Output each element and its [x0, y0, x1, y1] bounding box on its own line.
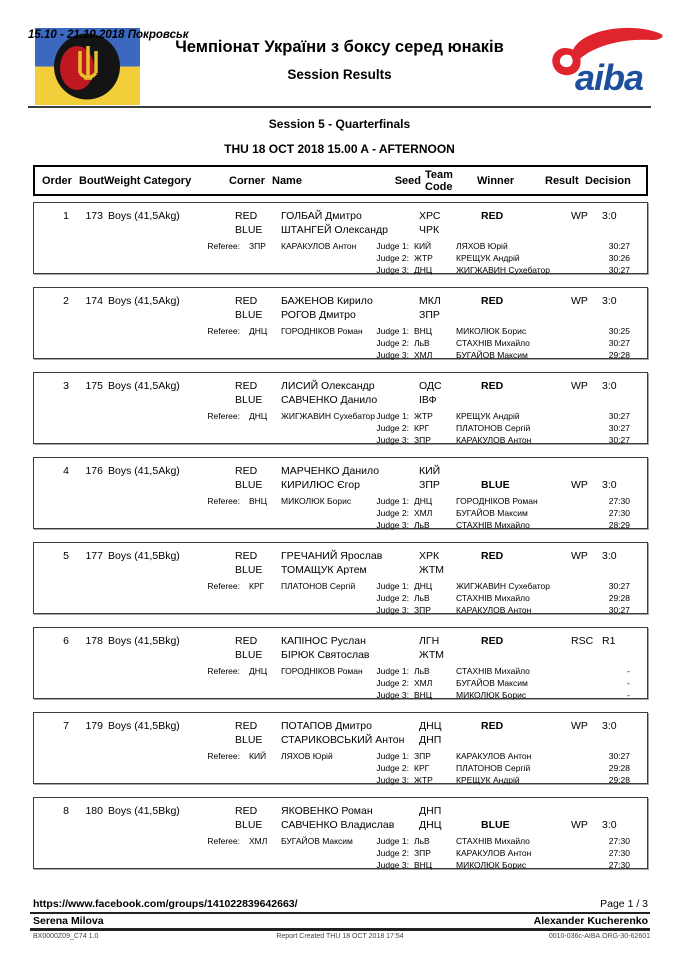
event-dates-stamp: 15.10 - 21.10.2018 Покровськ — [28, 29, 189, 41]
winner-corner: BLUE — [481, 819, 510, 831]
decision-score: 3:0 — [602, 210, 617, 222]
bout-number: 179 — [85, 720, 103, 732]
judge-label: Judge 1: — [376, 581, 409, 591]
signature-left: Serena Milova — [33, 915, 104, 927]
red-corner-label: RED — [235, 210, 258, 222]
judge-region-code: ЛьВ — [414, 593, 430, 603]
blue-corner-row — [41, 309, 645, 322]
aiba-wordmark: aiba — [575, 57, 644, 98]
officials-row-1 — [41, 836, 645, 847]
bout-order: 6 — [63, 635, 69, 647]
col-header-seed: Seed — [394, 175, 421, 187]
referee-name: БУГАЙОВ Максим — [281, 836, 353, 846]
bout-card — [33, 542, 648, 614]
blue-team-code: ЧРК — [419, 224, 440, 236]
bout-list — [33, 202, 648, 882]
judge-name: ЛЯХОВ Юрій — [456, 241, 508, 251]
referee-label: Referee: — [207, 836, 240, 846]
officials-row-2 — [41, 423, 645, 434]
referee-name: ГОРОДНІКОВ Роман — [281, 666, 363, 676]
bout-order: 1 — [63, 210, 69, 222]
referee-region-code: ХМЛ — [249, 836, 268, 846]
judge-score: 30:27 — [608, 241, 630, 251]
judge-region-code: ЛьВ — [414, 836, 430, 846]
blue-corner-row — [41, 564, 645, 577]
officials-row-2 — [41, 678, 645, 689]
col-header-decision: Decision — [585, 175, 631, 187]
judge-region-code: КРГ — [414, 423, 430, 433]
judge-name: КАРАКУЛОВ Антон — [456, 848, 532, 858]
blue-boxer-name: КИРИЛЮС Єгор — [281, 479, 360, 491]
winner-corner: RED — [481, 295, 504, 307]
judge-region-code: ВНЦ — [414, 860, 433, 870]
bout-number: 178 — [85, 635, 103, 647]
judge-region-code: ЗПР — [414, 751, 431, 761]
judge-score: 30:26 — [608, 253, 630, 263]
red-team-code: ДНЦ — [419, 720, 442, 732]
officials-row-1 — [41, 496, 645, 507]
judge-name: КАРАКУЛОВ Антон — [456, 435, 532, 445]
judge-label: Judge 3: — [376, 435, 409, 445]
officials-row-3 — [41, 350, 645, 361]
footer-divider-2 — [30, 928, 650, 931]
col-header-bout: Bout — [79, 175, 105, 187]
report-subtitle: Session Results — [287, 67, 392, 82]
blue-corner-row — [41, 224, 645, 237]
judge-region-code: ЗПР — [414, 435, 431, 445]
judge-name: КАРАКУЛОВ Антон — [456, 605, 532, 615]
signature-right: Alexander Kucherenko — [533, 915, 648, 927]
blue-corner-label: BLUE — [235, 479, 263, 491]
bout-card — [33, 372, 648, 444]
judge-label: Judge 2: — [376, 763, 409, 773]
judge-region-code: ВНЦ — [414, 690, 433, 700]
result-code: WP — [571, 295, 588, 307]
blue-corner-row — [41, 819, 645, 832]
decision-score: 3:0 — [602, 819, 617, 831]
officials-row-2 — [41, 508, 645, 519]
red-team-code: ДНП — [419, 805, 442, 817]
judge-label: Judge 3: — [376, 690, 409, 700]
doc-number: 0010-036c-AIBA.ORG-30-62601 — [548, 933, 650, 940]
weight-category: Boys (41,5Akg) — [108, 465, 180, 477]
referee-region-code: ВНЦ — [249, 496, 268, 506]
judge-score: - — [627, 678, 630, 688]
referee-region-code: ДНЦ — [249, 326, 268, 336]
col-header-winner: Winner — [477, 175, 515, 187]
blue-team-code: ЗПР — [419, 479, 440, 491]
red-boxer-name: ЯКОВЕНКО Роман — [281, 805, 373, 817]
results-table-header — [33, 165, 648, 196]
judge-score: 28:29 — [608, 520, 630, 530]
judge-score: 27:30 — [608, 848, 630, 858]
red-corner-label: RED — [235, 380, 258, 392]
bout-card — [33, 202, 648, 274]
bout-order: 7 — [63, 720, 69, 732]
judge-region-code: ЗПР — [414, 605, 431, 615]
weight-category: Boys (41,5Bkg) — [108, 550, 180, 562]
judge-region-code: ЛьВ — [414, 338, 430, 348]
red-boxer-name: ГОЛБАЙ Дмитро — [281, 210, 362, 222]
col-header-team-code: Team Code — [425, 169, 453, 193]
red-corner-row — [41, 635, 645, 648]
winner-corner: RED — [481, 550, 504, 562]
officials-row-2 — [41, 338, 645, 349]
red-corner-row — [41, 805, 645, 818]
winner-corner: RED — [481, 720, 504, 732]
officials-row-1 — [41, 666, 645, 677]
judge-score: 30:27 — [608, 423, 630, 433]
judge-region-code: ДНЦ — [414, 265, 433, 275]
weight-category: Boys (41,5Akg) — [108, 380, 180, 392]
referee-region-code: ДНЦ — [249, 666, 268, 676]
referee-region-code: ДНЦ — [249, 411, 268, 421]
bout-card — [33, 627, 648, 699]
judge-score: 30:27 — [608, 581, 630, 591]
red-team-code: ЛГН — [419, 635, 440, 647]
judge-label: Judge 3: — [376, 775, 409, 785]
blue-team-code: ІВФ — [419, 394, 437, 406]
judge-name: МИКОЛЮК Борис — [456, 860, 527, 870]
referee-region-code: ЗПР — [249, 241, 266, 251]
referee-label: Referee: — [207, 241, 240, 251]
judge-region-code: ДНЦ — [414, 581, 433, 591]
judge-region-code: ЖТР — [414, 411, 433, 421]
blue-boxer-name: СТАРИКОВСЬКИЙ Антон — [281, 734, 405, 746]
judge-name: СТАХНІВ Михайло — [456, 593, 530, 603]
judge-label: Judge 1: — [376, 496, 409, 506]
judge-region-code: ХМЛ — [414, 678, 433, 688]
judge-label: Judge 2: — [376, 593, 409, 603]
referee-label: Referee: — [207, 326, 240, 336]
weight-category: Boys (41,5Bkg) — [108, 635, 180, 647]
blue-corner-label: BLUE — [235, 224, 263, 236]
judge-region-code: ЖТР — [414, 253, 433, 263]
winner-corner: RED — [481, 210, 504, 222]
bout-order: 5 — [63, 550, 69, 562]
judge-score: 30:27 — [608, 605, 630, 615]
decision-score: 3:0 — [602, 720, 617, 732]
judge-name: МИКОЛЮК Борис — [456, 326, 527, 336]
referee-name: МИКОЛЮК Борис — [281, 496, 352, 506]
bout-order: 8 — [63, 805, 69, 817]
judge-score: 30:27 — [608, 411, 630, 421]
report-code: BX0000Z09_C74 1.0 — [33, 933, 99, 940]
page-indicator: Page 1 / 3 — [600, 898, 648, 910]
referee-label: Referee: — [207, 751, 240, 761]
red-team-code: ОДС — [419, 380, 442, 392]
judge-score: 29:28 — [608, 593, 630, 603]
red-corner-label: RED — [235, 465, 258, 477]
judge-name: КРЕЩУК Андрій — [456, 253, 520, 263]
red-corner-row — [41, 550, 645, 563]
bout-number: 175 — [85, 380, 103, 392]
judge-name: СТАХНІВ Михайло — [456, 338, 530, 348]
judge-label: Judge 1: — [376, 836, 409, 846]
facebook-group-link[interactable]: https://www.facebook.com/groups/141022839642663/ — [33, 898, 298, 910]
red-boxer-name: МАРЧЕНКО Данило — [281, 465, 380, 477]
officials-row-3 — [41, 860, 645, 871]
referee-name: ГОРОДНІКОВ Роман — [281, 326, 363, 336]
result-code: RSC — [571, 635, 594, 647]
judge-score: 30:27 — [608, 338, 630, 348]
red-corner-label: RED — [235, 805, 258, 817]
judge-score: 27:30 — [608, 508, 630, 518]
bout-card — [33, 457, 648, 529]
judge-score: 30:25 — [608, 326, 630, 336]
blue-team-code: ЖТМ — [419, 649, 444, 661]
decision-score: 3:0 — [602, 295, 617, 307]
judge-label: Judge 3: — [376, 350, 409, 360]
bout-order: 3 — [63, 380, 69, 392]
judge-name: ПЛАТОНОВ Сергій — [456, 423, 531, 433]
winner-corner: RED — [481, 635, 504, 647]
red-boxer-name: КАПІНОС Руслан — [281, 635, 366, 647]
blue-boxer-name: САВЧЕНКО Владислав — [281, 819, 395, 831]
blue-team-code: ЗПР — [419, 309, 440, 321]
col-header-weight-category: Weight Category — [104, 175, 192, 187]
judge-label: Judge 3: — [376, 520, 409, 530]
officials-row-1 — [41, 581, 645, 592]
referee-label: Referee: — [207, 496, 240, 506]
judge-score: 30:27 — [608, 435, 630, 445]
judge-score: 29:28 — [608, 763, 630, 773]
col-header-corner: Corner — [229, 175, 266, 187]
judge-name: СТАХНІВ Михайло — [456, 520, 530, 530]
referee-label: Referee: — [207, 666, 240, 676]
col-header-name: Name — [272, 175, 302, 187]
blue-corner-label: BLUE — [235, 819, 263, 831]
col-header-order: Order — [42, 175, 72, 187]
blue-boxer-name: ТОМАЩУК Артем — [281, 564, 367, 576]
blue-boxer-name: САВЧЕНКО Данило — [281, 394, 378, 406]
report-created: Report Created THU 18 OCT 2018 17:54 — [276, 933, 404, 940]
referee-name: ПЛАТОНОВ Сергій — [281, 581, 356, 591]
red-boxer-name: ЛИСИЙ Олександр — [281, 380, 375, 392]
decision-score: 3:0 — [602, 550, 617, 562]
red-boxer-name: ПОТАПОВ Дмитро — [281, 720, 372, 732]
officials-row-3 — [41, 775, 645, 786]
bout-number: 174 — [85, 295, 103, 307]
judge-region-code: ЗПР — [414, 848, 431, 858]
header-divider — [28, 106, 651, 108]
judge-name: ПЛАТОНОВ Сергій — [456, 763, 531, 773]
decision-score: 3:0 — [602, 380, 617, 392]
blue-corner-row — [41, 649, 645, 662]
judge-label: Judge 2: — [376, 848, 409, 858]
result-code: WP — [571, 380, 588, 392]
red-boxer-name: БАЖЕНОВ Кирило — [281, 295, 373, 307]
judge-name: МИКОЛЮК Борис — [456, 690, 527, 700]
decision-score: R1 — [602, 635, 616, 647]
judge-name: КРЕЩУК Андрій — [456, 775, 520, 785]
weight-category: Boys (41,5Bkg) — [108, 720, 180, 732]
blue-team-code: ДНП — [419, 734, 442, 746]
referee-name: ЖИГЖАВИН Сухебатор — [281, 411, 375, 421]
judge-name: БУГАЙОВ Максим — [456, 508, 528, 518]
judge-label: Judge 3: — [376, 605, 409, 615]
blue-corner-label: BLUE — [235, 734, 263, 746]
result-code: WP — [571, 720, 588, 732]
session-title: Session 5 - Quarterfinals — [268, 117, 411, 131]
blue-boxer-name: ШТАНГЕЙ Олександр — [281, 224, 389, 236]
decision-score: 3:0 — [602, 479, 617, 491]
judge-name: СТАХНІВ Михайло — [456, 836, 530, 846]
officials-row-1 — [41, 241, 645, 252]
red-corner-row — [41, 295, 645, 308]
judge-score: 29:28 — [608, 775, 630, 785]
bout-number: 176 — [85, 465, 103, 477]
judge-label: Judge 2: — [376, 508, 409, 518]
red-corner-label: RED — [235, 720, 258, 732]
officials-row-3 — [41, 435, 645, 446]
judge-label: Judge 1: — [376, 411, 409, 421]
result-code: WP — [571, 479, 588, 491]
weight-category: Boys (41,5Akg) — [108, 210, 180, 222]
bout-number: 177 — [85, 550, 103, 562]
judge-score: - — [627, 690, 630, 700]
judge-score: 29:28 — [608, 350, 630, 360]
bout-number: 173 — [85, 210, 103, 222]
blue-boxer-name: БІРЮК Святослав — [281, 649, 370, 661]
blue-corner-row — [41, 734, 645, 747]
blue-corner-label: BLUE — [235, 309, 263, 321]
judge-name: ЖИГЖАВИН Сухебатор — [456, 265, 550, 275]
judge-name: КАРАКУЛОВ Антон — [456, 751, 532, 761]
judge-name: ГОРОДНІКОВ Роман — [456, 496, 538, 506]
judge-score: 27:30 — [608, 836, 630, 846]
officials-row-1 — [41, 326, 645, 337]
blue-corner-label: BLUE — [235, 394, 263, 406]
judge-label: Judge 2: — [376, 423, 409, 433]
judge-region-code: ЛьВ — [414, 520, 430, 530]
officials-row-2 — [41, 848, 645, 859]
red-team-code: КИЙ — [419, 465, 441, 477]
result-code: WP — [571, 210, 588, 222]
judge-label: Judge 1: — [376, 751, 409, 761]
red-corner-label: RED — [235, 635, 258, 647]
judge-region-code: ХМЛ — [414, 350, 433, 360]
session-datetime: THU 18 OCT 2018 15.00 A - AFTERNOON — [224, 142, 455, 156]
red-boxer-name: ГРЕЧАНИЙ Ярослав — [281, 550, 383, 562]
blue-corner-label: BLUE — [235, 564, 263, 576]
bout-order: 2 — [63, 295, 69, 307]
referee-label: Referee: — [207, 581, 240, 591]
referee-name: КАРАКУЛОВ Антон — [281, 241, 357, 251]
result-code: WP — [571, 819, 588, 831]
judge-name: СТАХНІВ Михайло — [456, 666, 530, 676]
judge-score: - — [627, 666, 630, 676]
winner-corner: BLUE — [481, 479, 510, 491]
judge-region-code: ЖТР — [414, 775, 433, 785]
referee-label: Referee: — [207, 411, 240, 421]
officials-row-3 — [41, 265, 645, 276]
judge-label: Judge 1: — [376, 326, 409, 336]
judge-region-code: КИЙ — [414, 241, 432, 251]
judge-label: Judge 2: — [376, 678, 409, 688]
blue-team-code: ДНЦ — [419, 819, 442, 831]
weight-category: Boys (41,5Bkg) — [108, 805, 180, 817]
officials-row-2 — [41, 253, 645, 264]
winner-corner: RED — [481, 380, 504, 392]
blue-corner-row — [41, 479, 645, 492]
blue-corner-label: BLUE — [235, 649, 263, 661]
judge-label: Judge 2: — [376, 338, 409, 348]
red-corner-row — [41, 465, 645, 478]
bout-card — [33, 797, 648, 869]
red-corner-label: RED — [235, 295, 258, 307]
footer-divider-1 — [30, 912, 650, 914]
judge-region-code: ЛьВ — [414, 666, 430, 676]
officials-row-3 — [41, 605, 645, 616]
judge-label: Judge 1: — [376, 666, 409, 676]
col-header-result: Result — [545, 175, 579, 187]
bout-card — [33, 287, 648, 359]
officials-row-1 — [41, 411, 645, 422]
blue-boxer-name: РОГОВ Дмитро — [281, 309, 356, 321]
judge-region-code: ХМЛ — [414, 508, 433, 518]
judge-score: 27:30 — [608, 860, 630, 870]
referee-region-code: КИЙ — [249, 751, 267, 761]
red-corner-row — [41, 210, 645, 223]
officials-row-2 — [41, 763, 645, 774]
bout-number: 180 — [85, 805, 103, 817]
judge-label: Judge 3: — [376, 860, 409, 870]
weight-category: Boys (41,5Akg) — [108, 295, 180, 307]
judge-label: Judge 1: — [376, 241, 409, 251]
judge-name: ЖИГЖАВИН Сухебатор — [456, 581, 550, 591]
red-corner-row — [41, 380, 645, 393]
judge-score: 30:27 — [608, 265, 630, 275]
referee-name: ЛЯХОВ Юрій — [281, 751, 333, 761]
red-corner-label: RED — [235, 550, 258, 562]
judge-region-code: ВНЦ — [414, 326, 433, 336]
red-team-code: ХРС — [419, 210, 441, 222]
officials-row-3 — [41, 690, 645, 701]
judge-score: 27:30 — [608, 496, 630, 506]
referee-region-code: КРГ — [249, 581, 265, 591]
officials-row-1 — [41, 751, 645, 762]
judge-name: БУГАЙОВ Максим — [456, 350, 528, 360]
judge-name: КРЕЩУК Андрій — [456, 411, 520, 421]
page-title: Чемпіонат України з боксу серед юнаків — [175, 38, 504, 56]
bout-card — [33, 712, 648, 784]
officials-row-3 — [41, 520, 645, 531]
aiba-logo-icon — [543, 20, 671, 102]
blue-team-code: ЖТМ — [419, 564, 444, 576]
red-team-code: ХРК — [419, 550, 440, 562]
red-corner-row — [41, 720, 645, 733]
judge-region-code: ДНЦ — [414, 496, 433, 506]
judge-label: Judge 2: — [376, 253, 409, 263]
judge-name: БУГАЙОВ Максим — [456, 678, 528, 688]
blue-corner-row — [41, 394, 645, 407]
judge-label: Judge 3: — [376, 265, 409, 275]
red-team-code: МКЛ — [419, 295, 441, 307]
officials-row-2 — [41, 593, 645, 604]
judge-region-code: КРГ — [414, 763, 430, 773]
judge-score: 30:27 — [608, 751, 630, 761]
bout-order: 4 — [63, 465, 69, 477]
result-code: WP — [571, 550, 588, 562]
